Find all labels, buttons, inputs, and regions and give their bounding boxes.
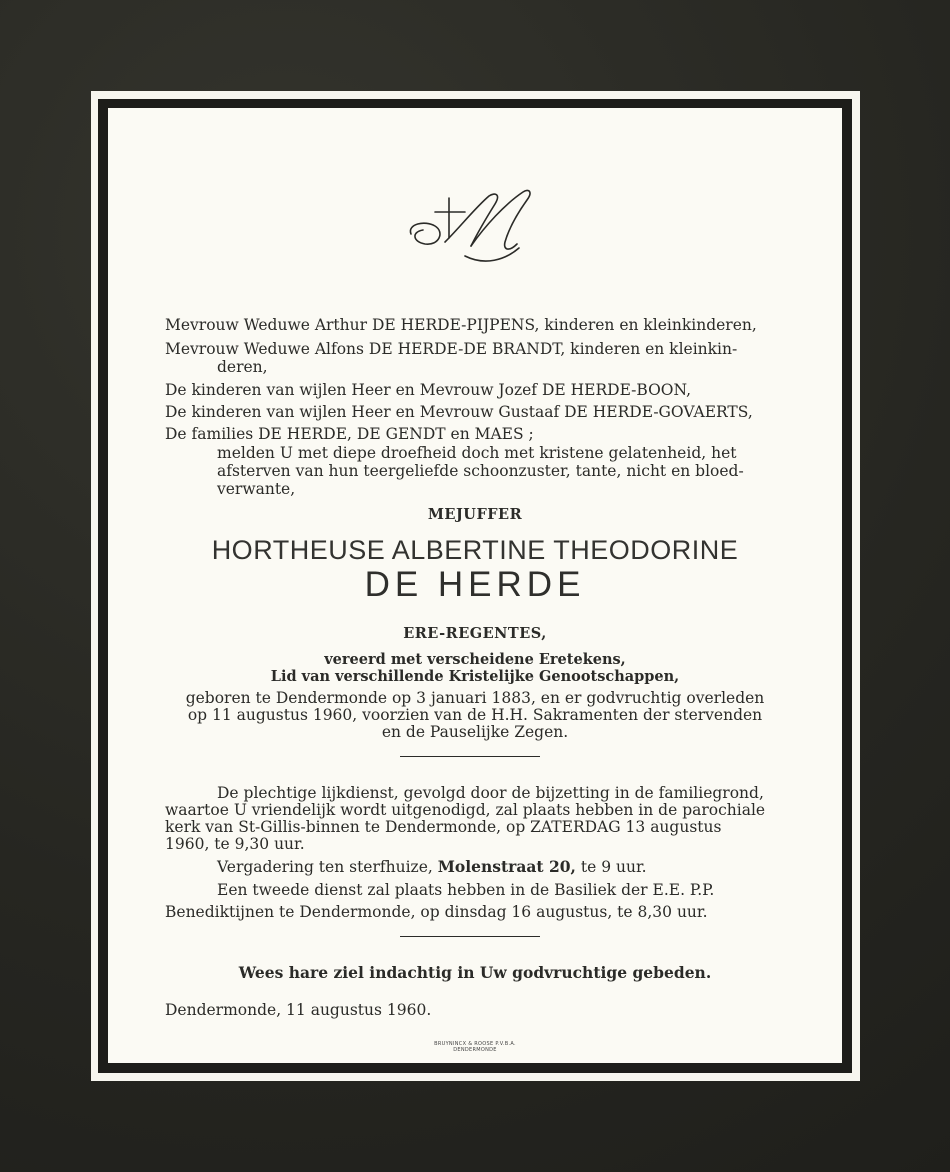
service-line-4: 1960, te 9,30 uur. (165, 835, 305, 853)
cross-monogram-icon (405, 186, 545, 272)
service-line-2: waartoe U vriendelijk wordt uitgenodigd, zal plaats hebben in de parochiale (165, 801, 766, 819)
deceased-given-names: HORTHEUSE ALBERTINE THEODORINE (211, 535, 739, 565)
gathering-address: Molenstraat 20, (437, 857, 576, 876)
deceased-surname: DE HERDE (364, 565, 586, 604)
gathering-time: te 9 uur. (575, 858, 647, 876)
place-date: Dendermonde, 11 augustus 1960. (165, 1001, 432, 1019)
divider-1 (400, 756, 540, 757)
service-line-1: De plechtige lijkdienst, gevolgd door de bijzetting in de familiegrond, (217, 784, 764, 802)
mourner-line-2-cont: deren, (217, 358, 268, 376)
birth-line-1: geboren te Dendermonde op 3 januari 1883, en er godvruchtig overleden (185, 689, 765, 707)
second-service-line-1: Een tweede dienst zal plaats hebben in de Basiliek der E.E. P.P. (217, 881, 715, 899)
gathering-text: Vergadering ten sterfhuize, (217, 858, 438, 876)
deceased-honor-2: Lid van verschillende Kristelijke Genootschappen, (270, 668, 680, 685)
mourner-line-3: De kinderen van wijlen Heer en Mevrouw Jozef DE HERDE-BOON, (165, 381, 692, 399)
mourner-line-4: De kinderen van wijlen Heer en Mevrouw Gustaaf DE HERDE-GOVAERTS, (165, 403, 753, 421)
announcement-line-2: afsterven van hun teergeliefde schoonzuster, tante, nicht en bloed- (217, 462, 744, 480)
printer-city: DENDERMONDE (453, 1047, 497, 1053)
announcement-line-3: verwante, (217, 480, 296, 498)
divider-2 (400, 936, 540, 937)
announcement-line-1: melden U met diepe droefheid doch met kristene gelatenheid, het (217, 444, 737, 462)
second-service-line-2: Benediktijnen te Dendermonde, op dinsdag 16 augustus, te 8,30 uur. (165, 903, 708, 921)
printer-name: BRUYNINCX & ROOSE P.V.B.A. (434, 1041, 516, 1047)
deceased-role: ERE-REGENTES, (403, 625, 547, 642)
service-line-3: kerk van St-Gillis-binnen te Dendermonde, op ZATERDAG 13 augustus (165, 818, 722, 836)
deceased-title: MEJUFFER (427, 506, 523, 523)
mourner-line-5: De families DE HERDE, DE GENDT en MAES ; (165, 425, 534, 443)
mourner-line-2: Mevrouw Weduwe Alfons DE HERDE-DE BRANDT, kinderen en kleinkin- (165, 340, 738, 358)
mourner-line-1: Mevrouw Weduwe Arthur DE HERDE-PIJPENS, kinderen en kleinkinderen, (165, 316, 757, 334)
deceased-honor-1: vereerd met verscheidene Eretekens, (324, 651, 626, 668)
gathering-line (217, 857, 647, 877)
birth-line-3: en de Pauselijke Zegen. (381, 723, 569, 741)
birth-line-2: op 11 augustus 1960, voorzien van de H.H. Sakramenten der stervenden (187, 706, 763, 724)
prayer-request: Wees hare ziel indachtig in Uw godvruchtige gebeden. (238, 963, 712, 982)
